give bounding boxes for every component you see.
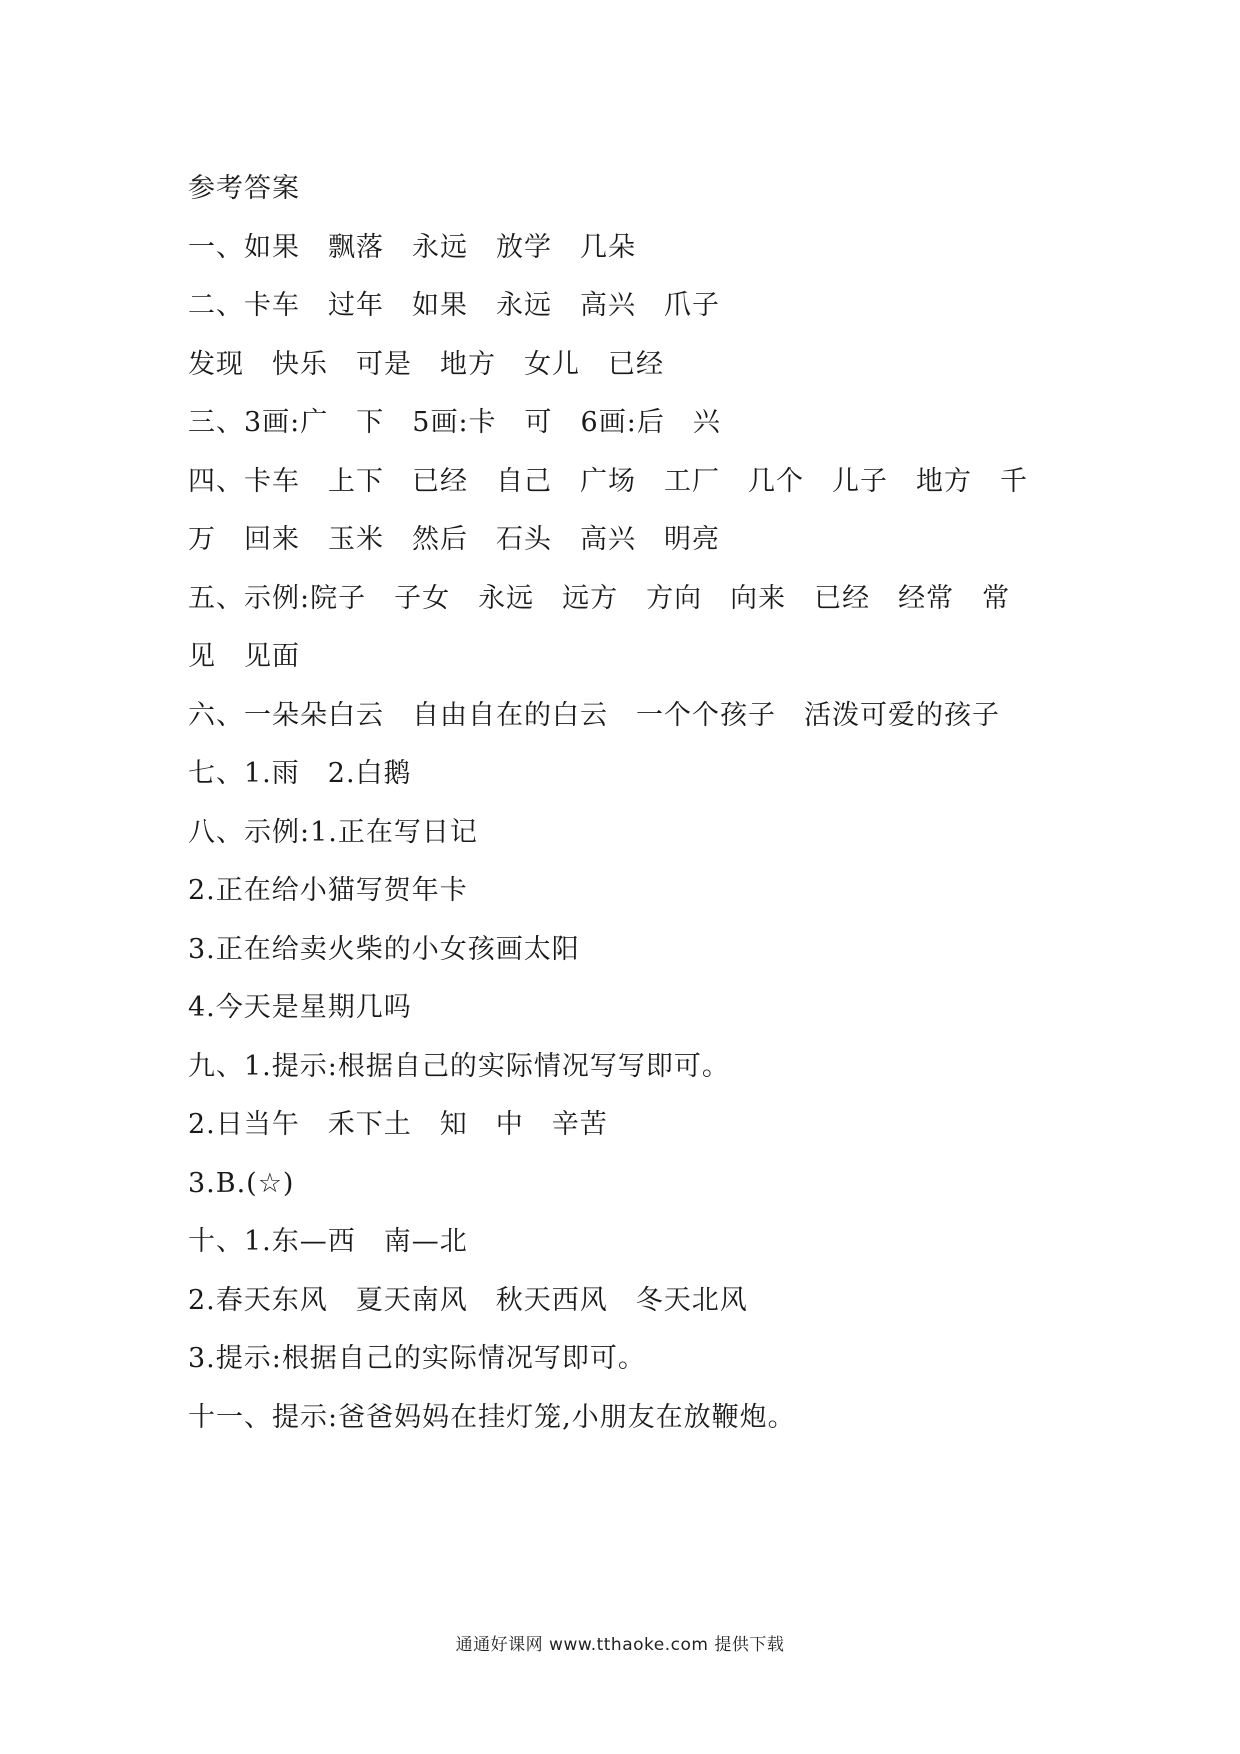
answer-line-4: 三、3画:广 下 5画:卡 可 6画:后 兴: [188, 407, 721, 438]
footer-source-text: 通通好课网 www.tthaoke.com 提供下载: [455, 1635, 785, 1655]
answer-line-10: 七、1.雨 2.白鹅: [188, 758, 412, 789]
answer-line-5: 四、卡车 上下 已经 自己 广场 工厂 几个 儿子 地方 千: [188, 465, 1028, 497]
answer-line-18: 十、1.东—西 南—北: [188, 1226, 468, 1257]
answer-line-6: 万 回来 玉米 然后 石头 高兴 明亮: [188, 524, 720, 555]
answer-line-8: 见 见面: [188, 641, 300, 672]
document-title: 参考答案: [188, 173, 300, 204]
answer-line-12: 2.正在给小猫写贺年卡: [188, 875, 468, 906]
answer-line-1: 一、如果 飘落 永远 放学 几朵: [188, 231, 636, 263]
answer-line-16: 2.日当午 禾下土 知 中 辛苦: [188, 1109, 608, 1140]
answer-line-11: 八、示例:1.正在写日记: [188, 816, 478, 848]
answer-line-9: 六、一朵朵白云 自由自在的白云 一个个孩子 活泼可爱的孩子: [188, 699, 1000, 731]
answer-line-13: 3.正在给卖火柴的小女孩画太阳: [188, 933, 580, 965]
answer-line-3: 发现 快乐 可是 地方 女儿 已经: [188, 348, 664, 380]
answer-line-2: 二、卡车 过年 如果 永远 高兴 爪子: [188, 290, 720, 321]
answer-line-14: 4.今天是星期几吗: [188, 992, 412, 1023]
answer-line-19: 2.春天东风 夏天南风 秋天西风 冬天北风: [188, 1284, 748, 1316]
answer-line-17: 3.B.(☆): [188, 1167, 295, 1199]
answer-line-21: 十一、提示:爸爸妈妈在挂灯笼,小朋友在放鞭炮。: [188, 1401, 796, 1433]
answer-line-15: 九、1.提示:根据自己的实际情况写写即可。: [188, 1050, 730, 1082]
answer-content: [188, 160, 1068, 1447]
answer-line-20: 3.提示:根据自己的实际情况写即可。: [188, 1343, 646, 1374]
answer-line-7: 五、示例:院子 子女 永远 远方 方向 向来 已经 经常 常: [188, 582, 1011, 614]
